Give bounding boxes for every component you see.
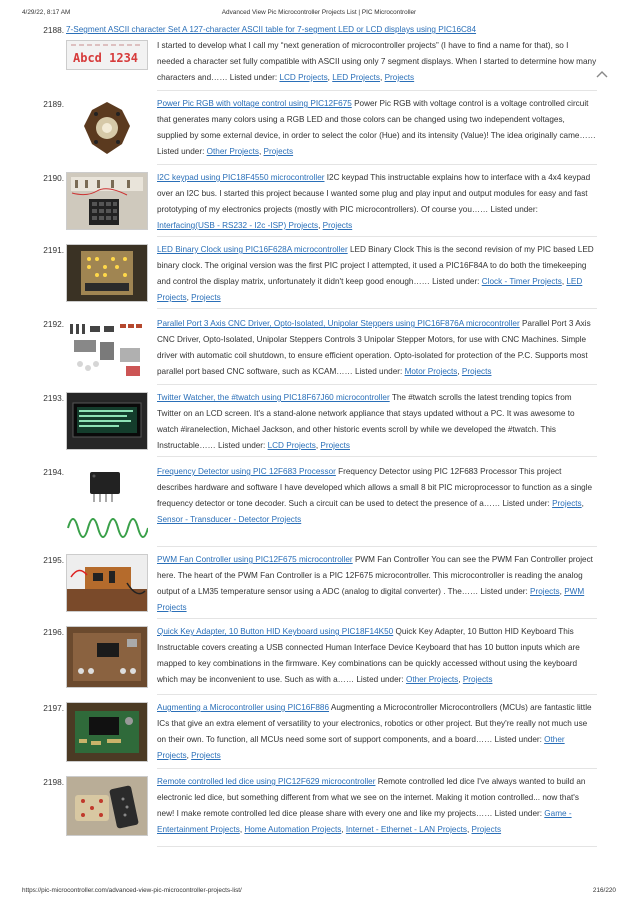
entry-text: Quick Key Adapter, 10 Button HID Keyboard using PIC18F14K50 Quick Key Adapter, 10 Button HID Keyboard This Instructable covers creating a USB connected Human Interface Device Keyboard that has 10 button inputs which are mapped to key combinations in the firmware. Key combinations can be quickly accessed without using the keyboard which may be inconvenient to use. Such as with a…… Listed under: Other Projects, Projects xyxy=(157,627,580,684)
entry-title-link[interactable]: Power Pic RGB with voltage control using PIC12F675 xyxy=(157,99,352,108)
entry-thumbnail xyxy=(66,466,148,542)
entry-divider xyxy=(157,694,597,695)
entry-title-link[interactable]: I2C keypad using PIC18F4550 microcontroller xyxy=(157,173,325,182)
entry-text: PWM Fan Controller using PIC12F675 microcontroller PWM Fan Controller You can see the PWM Fan Controller project here. The heart of the PWM Fan Controller is a PIC 12F675 microcontroller. This microcontroller is reading the analog output of a LM35 temperature sensor using a ADC (analog to digital converter) . The…… Listed under: Projects, PWM Projects xyxy=(157,555,593,612)
tag-link[interactable]: LCD Projects xyxy=(279,73,328,82)
entry-text: 7-Segment ASCII character Set A 127-character ASCII table for 7-segment LED or LCD displays using PIC16C84 I started to develop what I call my “next generation of microcontroller projects” (I have to find a name for that), so I needed a character set fully compatible with ASCII using only 7 segment displays. When I started to determine how many characters and…… Listed under: LCD Projects, LED Projects, Projects xyxy=(66,25,597,82)
print-datetime: 4/29/22, 8:17 AM xyxy=(22,9,71,16)
entry-title-link[interactable]: Remote controlled led dice using PIC12F629 microcontroller xyxy=(157,777,376,786)
tag-link[interactable]: Projects xyxy=(471,825,502,834)
tag-link[interactable]: Sensor - Transducer - Detector Projects xyxy=(157,515,302,524)
entry-text: Power Pic RGB with voltage control using PIC12F675 Power Pic RGB with voltage control is a voltage controlled circuit that generates many colors using a RGB LED and those colors can be changed using two independent voltages, supplied by some external device, in order to select the color (Hue) and its intensity (Value)! The idea originally came…… Listed under: Other Projects, Projects xyxy=(157,99,596,156)
entry-divider xyxy=(157,456,597,457)
print-page-counter: 216/220 xyxy=(592,887,616,894)
entry-description: Frequency Detector using PIC 12F683 Processor This project describes hardware and software I have developed which allows a small 8 bit PIC microprocessor to function as a single frequency detector or tone decoder. Such a circuit can be used to detect the presence of a…… Listed under: xyxy=(157,467,593,508)
entry-thumbnail xyxy=(66,626,148,688)
entry-thumbnail xyxy=(66,702,148,762)
entry-description: PWM Fan Controller You can see the PWM Fan Controller project here. The heart of the PWM Fan Controller is a PIC 12F675 microcontroller. This microcontroller is reading the analog output of a LM35 temperature sensor using a ADC (analog to digital converter) . The…… Listed under: xyxy=(157,555,593,596)
entry-divider xyxy=(157,236,597,237)
entry-number: 2192. xyxy=(43,319,64,329)
print-url: https://pic-microcontroller.com/advanced-view-pic-microcontroller-projects-list/ xyxy=(22,887,242,894)
entry-number: 2189. xyxy=(43,99,64,109)
chevron-up-icon[interactable] xyxy=(596,69,608,79)
entry-divider xyxy=(157,90,597,91)
tag-link[interactable]: Internet - Ethernet - LAN Projects xyxy=(345,825,467,834)
tag-link[interactable]: Other Projects xyxy=(405,675,459,684)
entry-text: Remote controlled led dice using PIC12F629 microcontroller Remote controlled led dice I've always wanted to build an electronic led dice, but something different from what we see on the internet. Making it motion controlled... now that's new! I make remote controlled led dice please share with every one and like my projects…… Listed under: Game - Entertainment Projects, Home Automation Projects, Internet - Ethernet - LAN Projects, Projects xyxy=(157,777,586,834)
entry-title-link[interactable]: Frequency Detector using PIC 12F683 Processor xyxy=(157,467,336,476)
entry-divider xyxy=(157,846,597,847)
tag-link[interactable]: Projects xyxy=(322,221,353,230)
entry-text: Augmenting a Microcontroller using PIC16F886 Augmenting a Microcontroller Microcontrollers (MCUs) are fantastic little ICs that give an extra element of versatility to your electronics, robotics or other project. But they're really not much use on their own. To function, all MCUs need some sort of support components, and a board…… Listed under: Other Projects, Projects xyxy=(157,703,592,760)
entry-title-link[interactable]: PWM Fan Controller using PIC12F675 microcontroller xyxy=(157,555,353,564)
entry-number: 2190. xyxy=(43,173,64,183)
tag-link[interactable]: Projects xyxy=(191,751,221,760)
tag-link[interactable]: Projects xyxy=(461,367,492,376)
tag-link[interactable]: Projects xyxy=(191,293,221,302)
entry-number: 2197. xyxy=(43,703,64,713)
tag-link[interactable]: Home Automation Projects xyxy=(244,825,342,834)
entry-thumbnail xyxy=(66,244,148,302)
entry-description: Remote controlled led dice I've always wanted to build an electronic led dice, but something different from what we see on the internet. Making it motion controlled... now that's new! I make remote controlled led dice please share with every one and like my projects…… Listed under: xyxy=(157,777,586,818)
entry-number: 2193. xyxy=(43,393,64,403)
entry-thumbnail xyxy=(66,776,148,836)
entry-description: I2C keypad This instructable explains how to interface with a 4x4 keypad over an I2C bus. I started this project because I wanted some plug and play input and output modules for easy and fast prototyping of my electronics projects (mostly with PIC microcontrollers). Of course you…… Listed under: xyxy=(157,173,591,214)
entry-title-link[interactable]: Twitter Watcher, the #twatch using PIC18F67J60 microcontroller xyxy=(157,393,390,402)
entry-number: 2195. xyxy=(43,555,64,565)
entry-text: Frequency Detector using PIC 12F683 Processor Frequency Detector using PIC 12F683 Processor This project describes hardware and software I have developed which allows a small 8 bit PIC microprocessor to function as a single frequency detector or tone decoder. Such a circuit can be used to detect the presence of a…… Listed under: Projects, Sensor - Transducer - Detector Projects xyxy=(157,467,593,524)
entry-description: Augmenting a Microcontroller Microcontrollers (MCUs) are fantastic little ICs that give an extra element of versatility to your electronics, robotics or other project. But they're really not much use on their own. To function, all MCUs need some sort of support components, and a board…… Listed under: xyxy=(157,703,592,744)
entry-divider xyxy=(157,768,597,769)
entry-thumbnail xyxy=(66,172,148,230)
tag-link[interactable]: Projects xyxy=(263,147,294,156)
thumb-seven-segment-text: Abcd 1234 xyxy=(73,51,139,65)
tag-link[interactable]: Projects xyxy=(530,587,560,596)
entry-number: 2191. xyxy=(43,245,64,255)
entry-text: LED Binary Clock using PIC16F628A microcontroller LED Binary Clock This is the second revision of my PIC based LED binary clock. The original version was the first PIC project I attempted, it used a PIC16F84A to do both the timekeeping and control the display matrix, unfortunately it didn't keep good enough…… Listed under: Clock - Timer Projects, LED Projects, Projects xyxy=(157,245,594,302)
tag-link[interactable]: LCD Projects xyxy=(267,441,316,450)
entry-title-link[interactable]: Augmenting a Microcontroller using PIC16F886 xyxy=(157,703,330,712)
entry-divider xyxy=(157,618,597,619)
entry-description: I started to develop what I call my “next generation of microcontroller projects” (I have to find a name for that), so I needed a character set fully compatible with ASCII using only 7 segment displays. When I started to determine how many characters and…… Listed under: xyxy=(157,41,597,82)
entry-thumbnail xyxy=(66,554,148,612)
entry-text: Parallel Port 3 Axis CNC Driver, Opto-Isolated, Unipolar Steppers using PIC16F876A microcontroller Parallel Port 3 Axis CNC Driver, Opto-Isolated, Unipolar Steppers Controls 3 Unipolar Stepper Motors, for use with CNC Machines. Simple driver with automatic coil shutdown, to ensure efficient operation. Opto-isolated for protection of the P.C. Supports most parallel port based CNC software, such as KCAM…… Listed under: Motor Projects, Projects xyxy=(157,319,591,376)
entry-title-link[interactable]: Quick Key Adapter, 10 Button HID Keyboard using PIC18F14K50 xyxy=(157,627,394,636)
tag-link[interactable]: Interfacing(USB - RS232 - I2c -ISP) Projects xyxy=(157,221,319,230)
entry-number: 2198. xyxy=(43,777,64,787)
entry-divider xyxy=(157,546,597,547)
entry-description: Power Pic RGB with voltage control is a voltage controlled circuit that generates many colors using a RGB LED and those colors can be changed using two independent voltages, supplied by some external device, in order to select the color (Hue) and its intensity (Value)! The idea originally came…… Listed under: xyxy=(157,99,596,156)
tag-link[interactable]: PWM Projects xyxy=(157,587,585,612)
tag-link[interactable]: Clock - Timer Projects xyxy=(481,277,562,286)
entry-number: 2188. xyxy=(43,25,64,35)
entry-title-link[interactable]: Parallel Port 3 Axis CNC Driver, Opto-Isolated, Unipolar Steppers using PIC16F876A microcontroller xyxy=(157,319,520,328)
tag-link[interactable]: Projects xyxy=(384,73,415,82)
entry-divider xyxy=(157,164,597,165)
tag-link[interactable]: LED Projects xyxy=(157,277,583,302)
tag-link[interactable]: LED Projects xyxy=(332,73,381,82)
entry-text: Twitter Watcher, the #twatch using PIC18F67J60 microcontroller The #twatch scrolls the latest trending topics from Twitter on an LCD screen. It's a stand-alone network appliance that stays updated without a PC. It was awesome to watch #iranelection, Michael Jackson, and other historic events scroll by while we developed the #twatch. This Instructable…… Listed under: LCD Projects, Projects xyxy=(157,393,575,450)
entry-number: 2196. xyxy=(43,627,64,637)
entry-thumbnail xyxy=(66,392,148,450)
tag-link[interactable]: Projects xyxy=(462,675,493,684)
entry-title-link[interactable]: 7-Segment ASCII character Set A 127-character ASCII table for 7-segment LED or LCD displays using PIC16C84 xyxy=(66,25,477,34)
entry-text: I2C keypad using PIC18F4550 microcontroller I2C keypad This instructable explains how to interface with a 4x4 keypad over an I2C bus. I started this project because I wanted some plug and play input and output modules for easy and fast prototyping of my electronics projects (mostly with PIC microcontrollers). Of course you…… Listed under: Interfacing(USB - RS232 - I2c -ISP) Projects, Projects xyxy=(157,173,591,230)
entry-thumbnail xyxy=(66,318,148,380)
entry-description: LED Binary Clock This is the second revision of my PIC based LED binary clock. The original version was the first PIC project I attempted, it used a PIC16F84A to do both the timekeeping and control the display matrix, unfortunately it didn't keep good enough…… Listed under: xyxy=(157,245,594,286)
entry-thumbnail xyxy=(66,98,148,158)
print-page-title: Advanced View Pic Microcontroller Projects List | PIC Microcontroller xyxy=(221,9,417,16)
entry-divider xyxy=(157,384,597,385)
entry-description: The #twatch scrolls the latest trending topics from Twitter on an LCD screen. It's a stand-alone network appliance that stays updated without a PC. It was awesome to watch #iranelection, Michael Jackson, and other historic events scroll by while we developed the #twatch. This Instructable…… Listed under: xyxy=(157,393,575,450)
tag-link[interactable]: Other Projects xyxy=(206,147,259,156)
tag-link[interactable]: Projects xyxy=(552,499,582,508)
tag-link[interactable]: Projects xyxy=(320,441,350,450)
entry-description: Parallel Port 3 Axis CNC Driver, Opto-Isolated, Unipolar Steppers Controls 3 Unipolar Stepper Motors, for use with CNC Machines. Simple driver with automatic coil shutdown, to ensure efficient operation. Opto-isolated for protection of the P.C. Supports most parallel port based CNC software, such as KCAM…… Listed under: xyxy=(157,319,591,376)
entry-divider xyxy=(157,308,597,309)
entry-title-link[interactable]: LED Binary Clock using PIC16F628A microcontroller xyxy=(157,245,348,254)
entry-description: Quick Key Adapter, 10 Button HID Keyboard This Instructable covers creating a USB connected Human Interface Device Keyboard that has 10 button inputs which are mapped to key combinations in the firmware. Key combinations can be quickly accessed without using the keyboard which may be inconvenient to use. Such as with a…… Listed under: xyxy=(157,627,580,684)
tag-link[interactable]: Game - Entertainment Projects xyxy=(157,809,572,834)
tag-link[interactable]: Other Projects xyxy=(157,735,565,760)
entry-number: 2194. xyxy=(43,467,64,477)
tag-link[interactable]: Motor Projects xyxy=(404,367,458,376)
